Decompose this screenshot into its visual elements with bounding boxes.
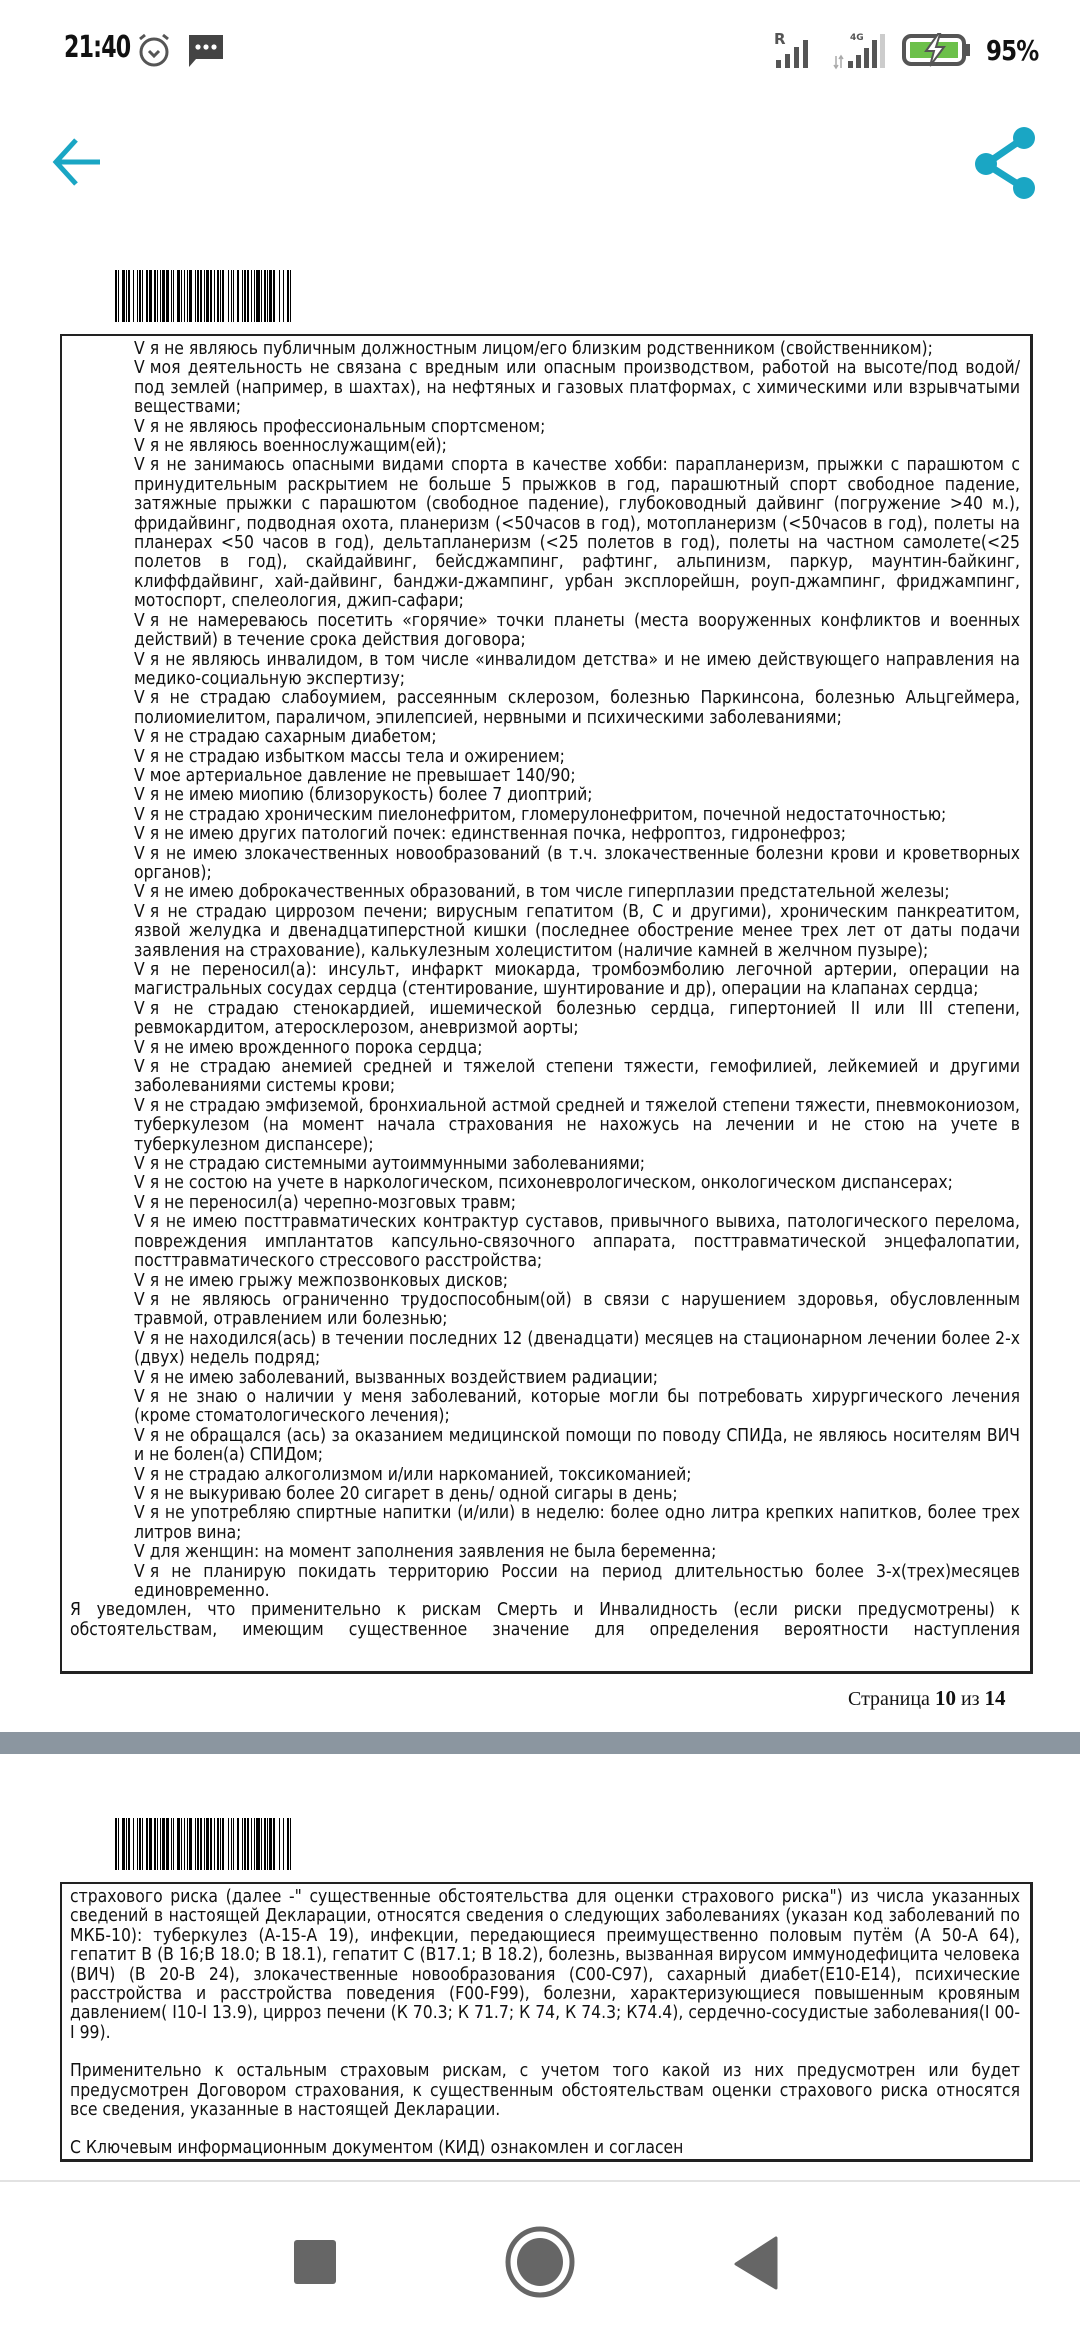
declaration-item [62,1058,1030,1097]
svg-text:R: R [773,30,786,48]
declaration-item-text: я не страдаю избытком массы тела и ожирением; [149,746,565,767]
home-button[interactable] [505,2226,575,2302]
declaration-item [62,1485,1030,1504]
declaration-item [62,1369,1030,1388]
check-mark: V [134,804,145,825]
declaration-item [62,806,1030,825]
share-icon [970,124,1040,202]
message-icon [188,34,224,68]
declaration-item [62,1466,1030,1485]
check-mark: V [134,824,145,845]
declaration-item [62,1097,1030,1155]
status-right [774,30,1050,70]
declaration-item-text: я не имею миопию (близорукость) более 7 диоптрий; [149,785,593,806]
declaration-item [62,1039,1030,1058]
check-mark: V [134,416,145,437]
declaration-item [62,340,1030,359]
declaration-item-text: я не знаю о наличии у меня заболеваний, которые могли бы потребовать хирургического лечения (кроме стоматологического лечения); [134,1386,1020,1427]
declaration-item [62,845,1030,884]
signal-4g-icon [832,30,888,70]
check-mark: V [134,688,145,709]
declaration-item [62,456,1030,611]
paragraph-kid-agreement: С Ключевым информационным документом (КИД) ознакомлен и согласен [70,2138,684,2159]
declaration-item-text: я не страдаю анемией средней и тяжелой степени тяжести, гемофилией, лейкемией и другими заболеваниями системы крови; [134,1057,1020,1097]
declaration-item-text: моя деятельность не связана с вредным или опасным производством, работой на высоте/под водой/под землей (например, в шахтах), на нефтяных и газовых платформах, с химическими или взрывчатыми веществами; [134,358,1020,418]
home-icon [505,2226,575,2298]
check-mark: V [134,765,145,786]
navigation-bar [0,2182,1080,2340]
declaration-item-text: я не употребляю спиртные напитки (и/или) в неделю: более одно литра крепких напитков, более трех литров вина; [134,1503,1020,1543]
status-time: 21:40 [64,30,131,65]
check-mark: V [134,1212,145,1233]
check-mark: V [134,610,145,631]
check-mark: V [134,436,145,457]
check-mark: V [134,1095,145,1116]
back-button[interactable] [48,132,108,192]
declaration-item [62,883,1030,902]
declaration-item-text: я не страдаю сахарным диабетом; [149,727,437,748]
declaration-item-text: я не имею грыжу межпозвонковых дисков; [149,1270,509,1291]
declaration-item-text: я не страдаю слабоумием, рассеянным склерозом, болезнью Паркинсона, болезнью Альцгеймера, полиомиелитом, параличом, эпилепсией, нервными и психическими заболеваниями; [134,688,1020,728]
page-number [848,1686,1006,1711]
declaration-item-text: я не страдаю эмфиземой, бронхиальной астмой средней и тяжелой степени тяжести, пневмокониозом, туберкулезом (на момент начала страхования не нахожусь на лечении и не стою на учете в туберкулезном диспансере); [134,1095,1020,1155]
declaration-item-text: я не являюсь ограниченно трудоспособным(ой) в связи с нарушением здоровья, обусловленным травмой, отравлением или болезнью; [134,1289,1020,1330]
declaration-item-text: мое артериальное давление не превышает 140/90; [149,765,576,786]
check-mark: V [134,1386,145,1407]
declaration-item-text: я не имею заболеваний, вызванных воздействием радиации; [149,1367,659,1388]
declaration-item-text: я не страдаю циррозом печени; вирусным гепатитом (В, С и другими), хроническим панкреатитом, язвой желудка и двенадцатиперстной кишки (последнее обострение менее трех лет от даты подачи заявления на страхование), калькулезным холециститом (наличие камней в желчном пузыре); [134,901,1020,961]
declaration-item [62,748,1030,767]
check-mark: V [134,1542,145,1563]
declaration-item [62,1194,1030,1213]
check-mark: V [134,998,145,1019]
check-mark: V [134,1367,145,1388]
declaration-item-text: я не намереваюсь посетить «горячие» точки планеты (места вооруженных конфликтов и военных действий) в течение срока действия договора; [134,610,1020,651]
check-mark: V [134,339,145,359]
declaration-item [62,961,1030,1000]
document-page-10 [60,334,1033,1674]
svg-text:4G: 4G [849,33,864,43]
declaration-item-text: я не находился(ась) в течении последних 12 (двенадцати) месяцев на стационарном лечении более 2-х (двух) недель подряд; [134,1328,1020,1369]
check-mark: V [134,785,145,806]
check-mark: V [134,882,145,903]
declaration-item [62,418,1030,437]
declaration-item [62,825,1030,844]
declaration-item [62,1543,1030,1562]
declaration-item [62,1388,1030,1427]
declaration-item-text: для женщин: на момент заполнения заявления не была беременна; [149,1542,717,1563]
declaration-item-text: я не обращался (ась) за оказанием медицинской помощи по поводу СПИДа, не являюсь носителям ВИЧ и не болен(а) СПИДом; [134,1425,1020,1466]
declaration-item [62,689,1030,728]
declaration-item [62,1504,1030,1543]
paragraph-other-risks: Применительно к остальным страховым рискам, с учетом того какой из них предусмотрен или будет предусмотрен Договором страхования, к существенным обстоятельствам оценки страхового риска относятся все сведения, указанные в настоящей Декларации. [70,2061,1020,2121]
declaration-item [62,1213,1030,1271]
check-mark: V [134,1503,145,1524]
closing-paragraph: Я уведомлен, что применительно к рискам Смерть и Инвалидность (если риски предусмотрены) к обстоятельствам, имеющим существенное значение для определения вероятности наступления [70,1600,1020,1640]
check-mark: V [134,1154,145,1175]
check-mark: V [134,960,145,980]
declaration-item [62,767,1030,786]
recents-button[interactable] [292,2238,338,2290]
declaration-item-text: я не имею других патологий почек: единственная почка, нефроптоз, гидронефроз; [149,824,847,845]
check-mark: V [134,1289,145,1310]
declaration-item [62,786,1030,805]
declaration-item-text: я не планирую покидать территорию России на период длительностью более 3-х(трех)месяцев единовременно. [134,1561,1020,1601]
check-mark: V [134,1037,145,1058]
page-current: 10 [934,1686,956,1710]
declaration-list [62,340,1030,1640]
declaration-item [62,1174,1030,1193]
check-mark: V [134,455,145,476]
check-mark: V [134,901,145,922]
declaration-item-text: я не являюсь военнослужащим(ей); [149,436,447,457]
declaration-item-text: я не страдаю алкоголизмом и/или наркоманией, токсикоманией; [149,1464,692,1485]
document-page-11 [60,1882,1033,2162]
declaration-item-text: я не являюсь публичным должностным лицом/его близким родственником (свойственником); [149,339,933,359]
declaration-item [62,1000,1030,1039]
declaration-item [62,359,1030,417]
declaration-item-text: я не состою на учете в наркологическом, психоневрологическом, онкологическом диспансерах; [149,1173,953,1194]
back-triangle-icon [732,2236,780,2290]
check-mark: V [134,746,145,767]
check-mark: V [134,843,145,864]
declaration-item [62,1330,1030,1369]
check-mark: V [134,358,145,379]
declaration-item [62,1427,1030,1466]
app-bar [0,110,1080,210]
declaration-item [62,1155,1030,1174]
share-button[interactable] [970,124,1040,202]
declaration-item-text: я не переносил(а): инсульт, инфаркт миокарда, тромбоэмболию легочной артерии, операции на магистральных сосудах сердца (стентирование, шунтирование и др), операции на клапанах сердца; [134,960,1020,1000]
page-total: 14 [984,1686,1006,1710]
alarm-icon [134,30,174,70]
recents-icon [292,2238,338,2286]
declaration-item-text: я не переносил(а) черепно-мозговых травм; [149,1192,517,1213]
page-separator [0,1732,1080,1754]
battery-charging-icon [902,33,972,67]
check-mark: V [134,1561,145,1582]
check-mark: V [134,1057,145,1078]
check-mark: V [134,1270,145,1291]
barcode [115,270,460,322]
page-label-of: из [960,1688,980,1710]
paragraph-disease-codes: страхового риска (далее -" существенные обстоятельства для оценки страхового риска") из числа указанных сведений в настоящей Декларации, относятся сведения о следующих заболеваниях (указан код заболеваний по МКБ-10): туберкулез (А-15-А 19), инфекции, передающиеся преимущественно половым путём (А 50-А 64), гепатит В (В 16;В 18.0; В 18.1), гепатит С (В17.1; В 18.2), болезнь, вызванная вирусом иммунодефицита человека (ВИЧ) (В 20-В 24), злокачественные новообразования (С00-С97), сахарный диабет(Е10-Е14), психические расстройства и расстройства поведения (F00-F99), болезни, характеризующиеся повышенным кровяным давлением( I10-I 13.9), цирроз печени (К 70.3; К 71.7; К 74, К 74.3; К74.4), сердечно-сосудистые заболевания(I 00-I 99). [70,1887,1020,2043]
system-back-button[interactable] [732,2236,780,2294]
declaration-item-text: я не имею врожденного порока сердца; [149,1037,483,1058]
check-mark: V [134,727,145,748]
signal-roaming-icon [774,30,818,70]
declaration-item [62,1291,1030,1330]
declaration-item [62,728,1030,747]
check-mark: V [134,1464,145,1485]
battery-percent: 95% [985,33,1039,67]
declaration-item-text: я не страдаю хроническим пиелонефритом, гломерулонефритом, почечной недостаточностью; [149,804,947,825]
declaration-item [62,651,1030,690]
declaration-item-text: я не имею злокачественных новообразований (в т.ч. злокачественные болезни крови и кроветворных органов); [134,843,1020,883]
declaration-item-text: я не занимаюсь опасными видами спорта в качестве хобби: парапланеризм, прыжки с парашютом с принудительным раскрытием не больше 5 прыжков в год, парашютный спорт свободное падение, затяжные прыжки с парашютом (свободное падение), глубоководный дайвинг (погружение >40 м.), фридайвинг, подводная охота, планеризм (<50часов в год), мотопланеризм (<50часов в год), полеты на планерах <50 часов в год), дельтапланеризм (<25 полетов в год), полеты на частном самолете(<25 полетов в год), скайдайвинг, бейсджампинг, рафтинг, альпинизм, паркур, маунтин-байкинг, клиффдайвинг, хай-дайвинг, банджи-джампинг, урбан эксплорейшн, роуп-джампинг, фриджампинг, мотоспорт, спелеология, джип-сафари; [134,455,1020,612]
declaration-item-text: я не имею посттравматических контрактур суставов, привычного вывиха, патологического перелома, повреждения имплантатов капсульно-связочного аппарата, посттравматической энцефалопатии, посттравматического стрессового расстройства; [134,1212,1020,1272]
declaration-item [62,1272,1030,1291]
check-mark: V [134,1483,145,1504]
check-mark: V [134,1328,145,1349]
declaration-item-text: я не имею доброкачественных образований, в том числе гиперплазии предстательной железы; [149,882,950,903]
declaration-item [62,1563,1030,1602]
declaration-item-text: я не являюсь профессиональным спортсменом; [149,416,546,437]
declaration-item [62,437,1030,456]
check-mark: V [134,1425,145,1446]
check-mark: V [134,1192,145,1213]
declaration-item [62,612,1030,651]
declaration-item [62,903,1030,961]
declaration-item-text: я не выкуриваю более 20 сигарет в день/ одной сигары в день; [149,1483,678,1504]
arrow-left-icon [48,132,108,192]
barcode [115,1818,460,1870]
check-mark: V [134,649,145,670]
page-label-prefix: Страница [848,1688,930,1710]
declaration-item-text: я не являюсь инвалидом, в том числе «инвалидом детства» и не имею действующего направления на медико-социальную экспертизу; [134,649,1020,689]
declaration-item-text: я не страдаю системными аутоиммунными заболеваниями; [149,1154,646,1175]
declaration-item-text: я не страдаю стенокардией, ишемической болезнью сердца, гипертонией II или III степени, ревмокардитом, атеросклерозом, аневризмой аорты; [134,998,1020,1039]
check-mark: V [134,1173,145,1194]
status-bar [0,0,1080,100]
